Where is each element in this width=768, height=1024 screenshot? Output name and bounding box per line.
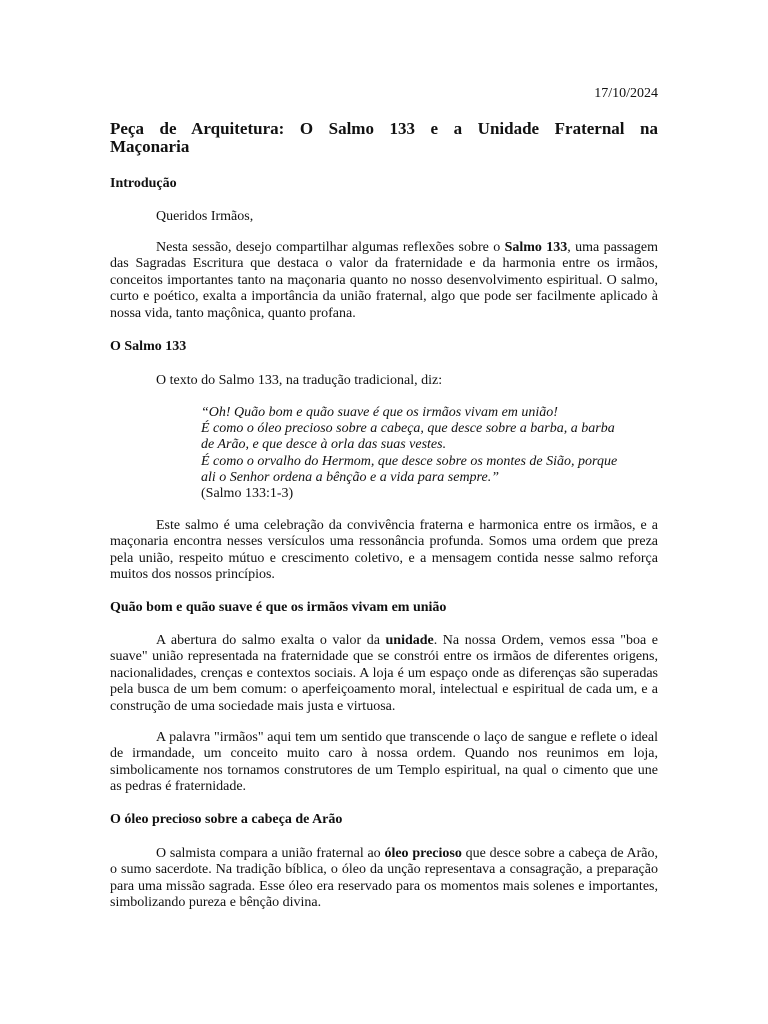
quote-reference: (Salmo 133:1-3) (201, 486, 294, 502)
paragraph-text: O salmista compara a união fraternal ao (156, 846, 385, 861)
document-date: 17/10/2024 (594, 86, 658, 101)
section-heading-quao-bom: Quão bom e quão suave é que os irmãos vivam em união (110, 600, 447, 615)
paragraph-quao-bom-2: A palavra "irmãos" aqui tem um sentido que transcende o laço de sangue e reflete o ideal de irmandade, um conceito muito caro à nossa ordem. Quando nos reunimos em loja, simbolicamente nos tornamos construtores de um Templo espiritual, na qual o cimento que une as pedras é fraternidade. (110, 730, 658, 795)
paragraph-text: , uma passagem das Sagradas Escritura que destaca o valor da fraternidade e da harmonia entre os irmãos, conceitos importantes tanto na maçonaria quanto no nosso desenvolvimento espiritual. O salmo, curto e poético, exalta a importância da união fraternal, algo que pode ser facilmente aplicado à nossa vida, tanto maçônica, quanto profana. (110, 240, 659, 321)
page-title (110, 120, 658, 156)
bold-text: óleo precioso (384, 846, 462, 861)
paragraph-intro (110, 240, 658, 322)
paragraph-quao-bom-1 (110, 633, 658, 715)
paragraph-text: . Na nossa Ordem, vemos essa "boa e suave" união representada na fraternidade que se constrói entre os irmãos de diferentes origens, nacionalidades, crenças e contextos sociais. A loja é um espaço onde as diferenças são superadas pela busca de um bem comum: o aperfeiçoamento moral, intelectual e espiritual de cada um, e a construção de uma sociedade mais justa e virtuosa. (110, 633, 658, 714)
paragraph-salmo: Este salmo é uma celebração da convivência fraterna e harmonica entre os irmãos, e a maçonaria encontra nesses versículos uma ressonância profunda. Somos uma ordem que preza pela união, respeito mútuo e crescimento coletivo, e a mensagem contida nesse salmo reforça muitos dos nossos princípios. (110, 518, 658, 583)
page-title-line-2: Maçonaria (110, 137, 190, 156)
quote-intro: O texto do Salmo 133, na tradução tradicional, diz: (156, 373, 443, 388)
paragraph-oleo (110, 846, 658, 912)
quote-line: de Arão, e que desce à orla das suas vestes. (201, 437, 447, 453)
greeting: Queridos Irmãos, (156, 209, 254, 224)
quote-line: ali o Senhor ordena a bênção e a vida para sempre.” (201, 469, 499, 485)
quote-line: É como o óleo precioso sobre a cabeça, que desce sobre a barba, a barba (201, 421, 615, 437)
bold-text: unidade (385, 633, 434, 648)
paragraph-text: Nesta sessão, desejo compartilhar algumas reflexões sobre o (156, 240, 505, 255)
bold-text: Salmo 133 (504, 240, 568, 255)
psalm-quote (201, 405, 656, 502)
page-title-line-1: Peça de Arquitetura: O Salmo 133 e a Unidade Fraternal na (110, 119, 658, 138)
section-heading-oleo: O óleo precioso sobre a cabeça de Arão (110, 812, 343, 827)
paragraph-text: que desce sobre a cabeça de Arão, o sumo sacerdote. Na tradição bíblica, o óleo da unção representava a consagração, a preparação para uma missão sagrada. Esse óleo era reservado para os momentos mais solenes e importantes, simbolizando pureza e bênção divina. (110, 846, 659, 911)
section-heading-intro: Introdução (110, 176, 177, 191)
quote-line: “Oh! Quão bom e quão suave é que os irmãos vivam em união! (201, 405, 558, 420)
paragraph-text: A abertura do salmo exalta o valor da (156, 633, 386, 648)
quote-line: É como o orvalho do Hermom, que desce sobre os montes de Sião, porque (201, 453, 618, 469)
section-heading-salmo: O Salmo 133 (110, 339, 187, 354)
